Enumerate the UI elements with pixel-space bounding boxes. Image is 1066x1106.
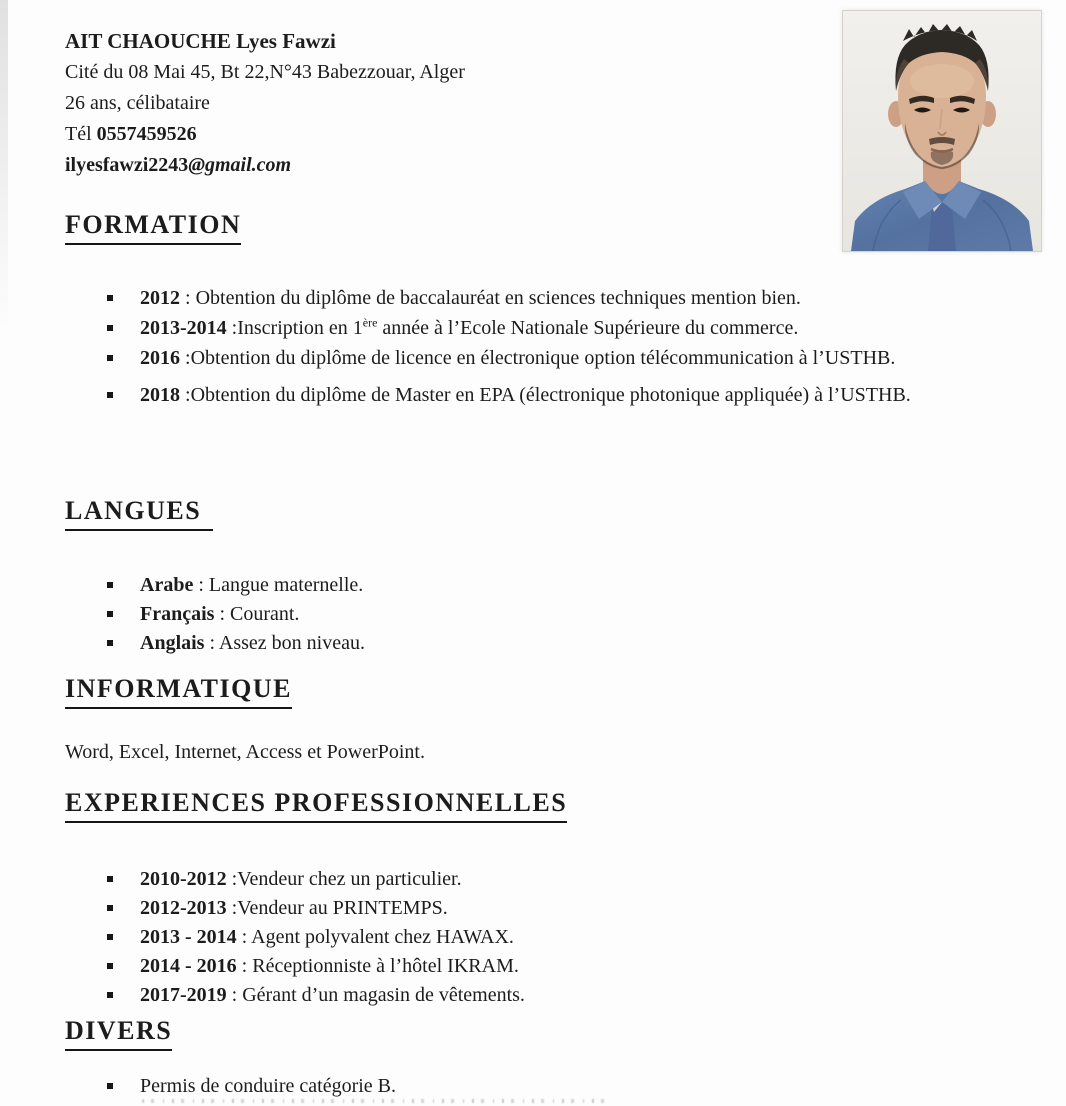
email-line <box>65 150 465 181</box>
list-item: 2016 :Obtention du diplôme de licence en électronique option télécommunication à l’USTHB. <box>107 343 985 373</box>
list-item: 2012-2013 :Vendeur au PRINTEMPS. <box>107 894 985 923</box>
experiences-title: EXPERIENCES PROFESSIONNELLES <box>65 786 985 823</box>
email-domain: @gmail.com <box>188 154 292 176</box>
list-item: 2018 :Obtention du diplôme de Master en EPA (électronique photonique appliquée) à l’USTHB. <box>107 380 985 410</box>
superscript-ordinal: ère <box>362 315 378 330</box>
experiences-list <box>65 865 985 1010</box>
list-item: Arabe : Langue maternelle. <box>107 571 985 600</box>
list-item: 2013-2014 :Inscription en 1ère année à l’Ecole Nationale Supérieure du commerce. <box>107 313 985 343</box>
list-item: Permis de conduire catégorie B. <box>107 1071 985 1101</box>
list-item: 2017-2019 : Gérant d’un magasin de vêtements. <box>107 981 985 1010</box>
address-line: Cité du 08 Mai 45, Bt 22,N°43 Babezzouar, Alger <box>65 61 465 83</box>
contact-header <box>65 26 465 181</box>
phone-line <box>65 119 465 150</box>
candidate-name: AIT CHAOUCHE Lyes Fawzi <box>65 29 336 53</box>
list-item: Français : Courant. <box>107 600 985 629</box>
formation-title: FORMATION <box>65 208 985 245</box>
section-langues <box>65 494 985 658</box>
langues-title: LANGUES <box>65 494 985 531</box>
scan-edge-shadow <box>0 0 8 330</box>
phone-number: 0557459526 <box>96 123 197 145</box>
list-item: 2014 - 2016 : Réceptionniste à l’hôtel IKRAM. <box>107 952 985 981</box>
section-experiences <box>65 786 985 1010</box>
divers-list <box>65 1071 985 1101</box>
list-item: 2013 - 2014 : Agent polyvalent chez HAWAX. <box>107 923 985 952</box>
phone-label: Tél <box>65 123 97 145</box>
section-informatique <box>65 672 985 765</box>
formation-list <box>65 283 985 410</box>
section-divers <box>65 1014 985 1101</box>
informatique-skills: Word, Excel, Internet, Access et PowerPoint. <box>65 741 425 763</box>
section-formation <box>65 208 985 410</box>
cutoff-text-line <box>142 1099 610 1103</box>
informatique-title: INFORMATIQUE <box>65 672 985 709</box>
email-user: ilyesfawzi2243 <box>65 154 189 176</box>
divers-title: DIVERS <box>65 1014 985 1051</box>
langues-list <box>65 571 985 658</box>
list-item: Anglais : Assez bon niveau. <box>107 629 985 658</box>
list-item: 2012 : Obtention du diplôme de baccalauréat en sciences techniques mention bien. <box>107 283 985 313</box>
list-item: 2010-2012 :Vendeur chez un particulier. <box>107 865 985 894</box>
age-status-line: 26 ans, célibataire <box>65 92 210 114</box>
